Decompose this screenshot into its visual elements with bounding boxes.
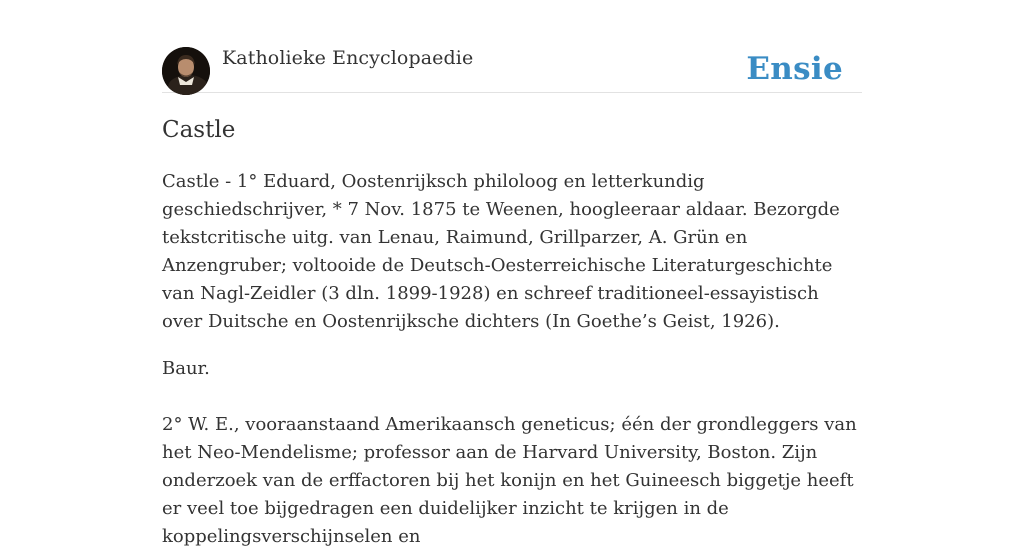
brand-logo[interactable]: Ensie (746, 51, 843, 87)
page (162, 0, 862, 547)
article-paragraph: 2° W. E., vooraanstaand Amerikaansch geneticus; één der grondleggers van het Neo-Mendelisme; professor aan de Harvard University, Boston. Zijn onderzoek van de erffactoren bij het konijn en het Guineesch biggetje heeft er veel toe bijgedragen een duidelijker inzicht te krijgen in de koppelingsverschijnselen en (162, 414, 857, 547)
site-header (162, 0, 862, 93)
article-paragraph: Castle - 1° Eduard, Oostenrijksch philoloog en letterkundig geschiedschrijver, * 7 Nov. 1875 te Weenen, hoogleeraar aldaar. Bezorgde tekstcritische uitg. van Lenau, Raimund, Grillparzer, A. Grün en Anzengruber; voltooide de Deutsch-Oesterreichische Literaturgeschichte van Nagl-Zeidler (3 dln. 1899-1928) en schreef traditioneel-essayistisch over Duitsche en Oostenrijksche dichters (In Goethe’s Geist, 1926). (162, 171, 840, 332)
article-author: Baur. (162, 358, 210, 379)
portrait-icon[interactable] (162, 47, 210, 95)
site-title[interactable]: Katholieke Encyclopaedie (222, 47, 474, 69)
article-title: Castle (162, 117, 236, 143)
